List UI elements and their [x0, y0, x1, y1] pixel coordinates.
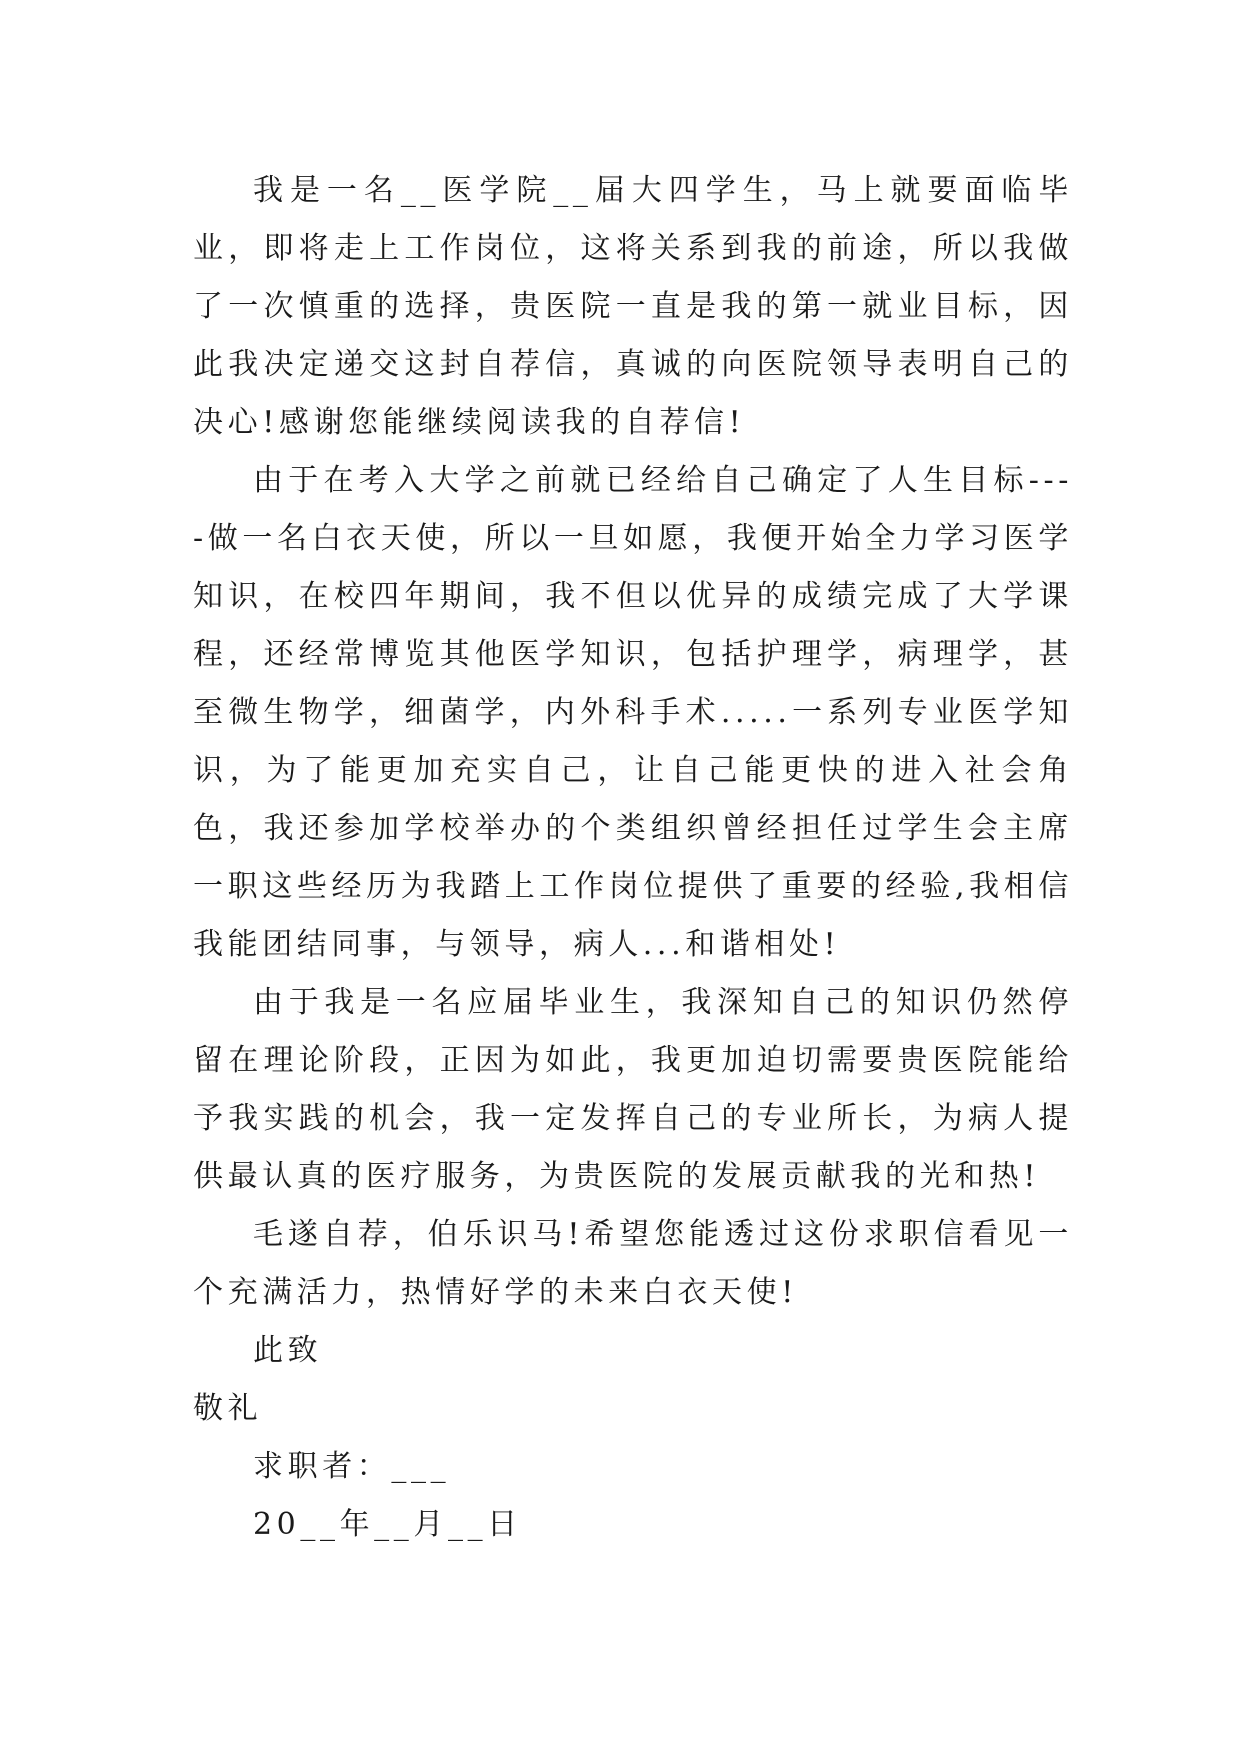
paragraph-intro: 我是一名__医学院__届大四学生，马上就要面临毕业，即将走上工作岗位，这将关系到我的前途，所以我做了一次慎重的选择，贵医院一直是我的第一就业目标，因此我决定递交这封自荐信，真诚的向医院领导表明自己的决心!感谢您能继续阅读我的自荐信!	[193, 173, 1073, 440]
salutation: 敬礼	[193, 1391, 263, 1426]
cover-letter-body	[193, 162, 1073, 1554]
date-line: 20__年__月__日	[253, 1507, 522, 1542]
signer-line: 求职者：___	[253, 1449, 451, 1484]
paragraph-request: 由于我是一名应届毕业生，我深知自己的知识仍然停留在理论阶段，正因为如此，我更加迫切需要贵医院能给予我实践的机会，我一定发挥自己的专业所长，为病人提供最认真的医疗服务，为贵医院的发展贡献我的光和热!	[193, 985, 1073, 1194]
paragraph-conclusion: 毛遂自荐，伯乐识马!希望您能透过这份求职信看见一个充满活力，热情好学的未来白衣天使!	[193, 1217, 1073, 1310]
paragraph-education: 由于在考入大学之前就已经给自己确定了人生目标----做一名白衣天使，所以一旦如愿，我便开始全力学习医学知识，在校四年期间，我不但以优异的成绩完成了大学课程，还经常博览其他医学知识，包括护理学，病理学，甚至微生物学，细菌学，内外科手术.....一系列专业医学知识，为了能更加充实自己，让自己能更快的进入社会角色，我还参加学校举办的个类组织曾经担任过学生会主席一职这些经历为我踏上工作岗位提供了重要的经验,我相信我能团结同事，与领导，病人...和谐相处!	[193, 463, 1073, 962]
closing-phrase: 此致	[253, 1333, 323, 1368]
